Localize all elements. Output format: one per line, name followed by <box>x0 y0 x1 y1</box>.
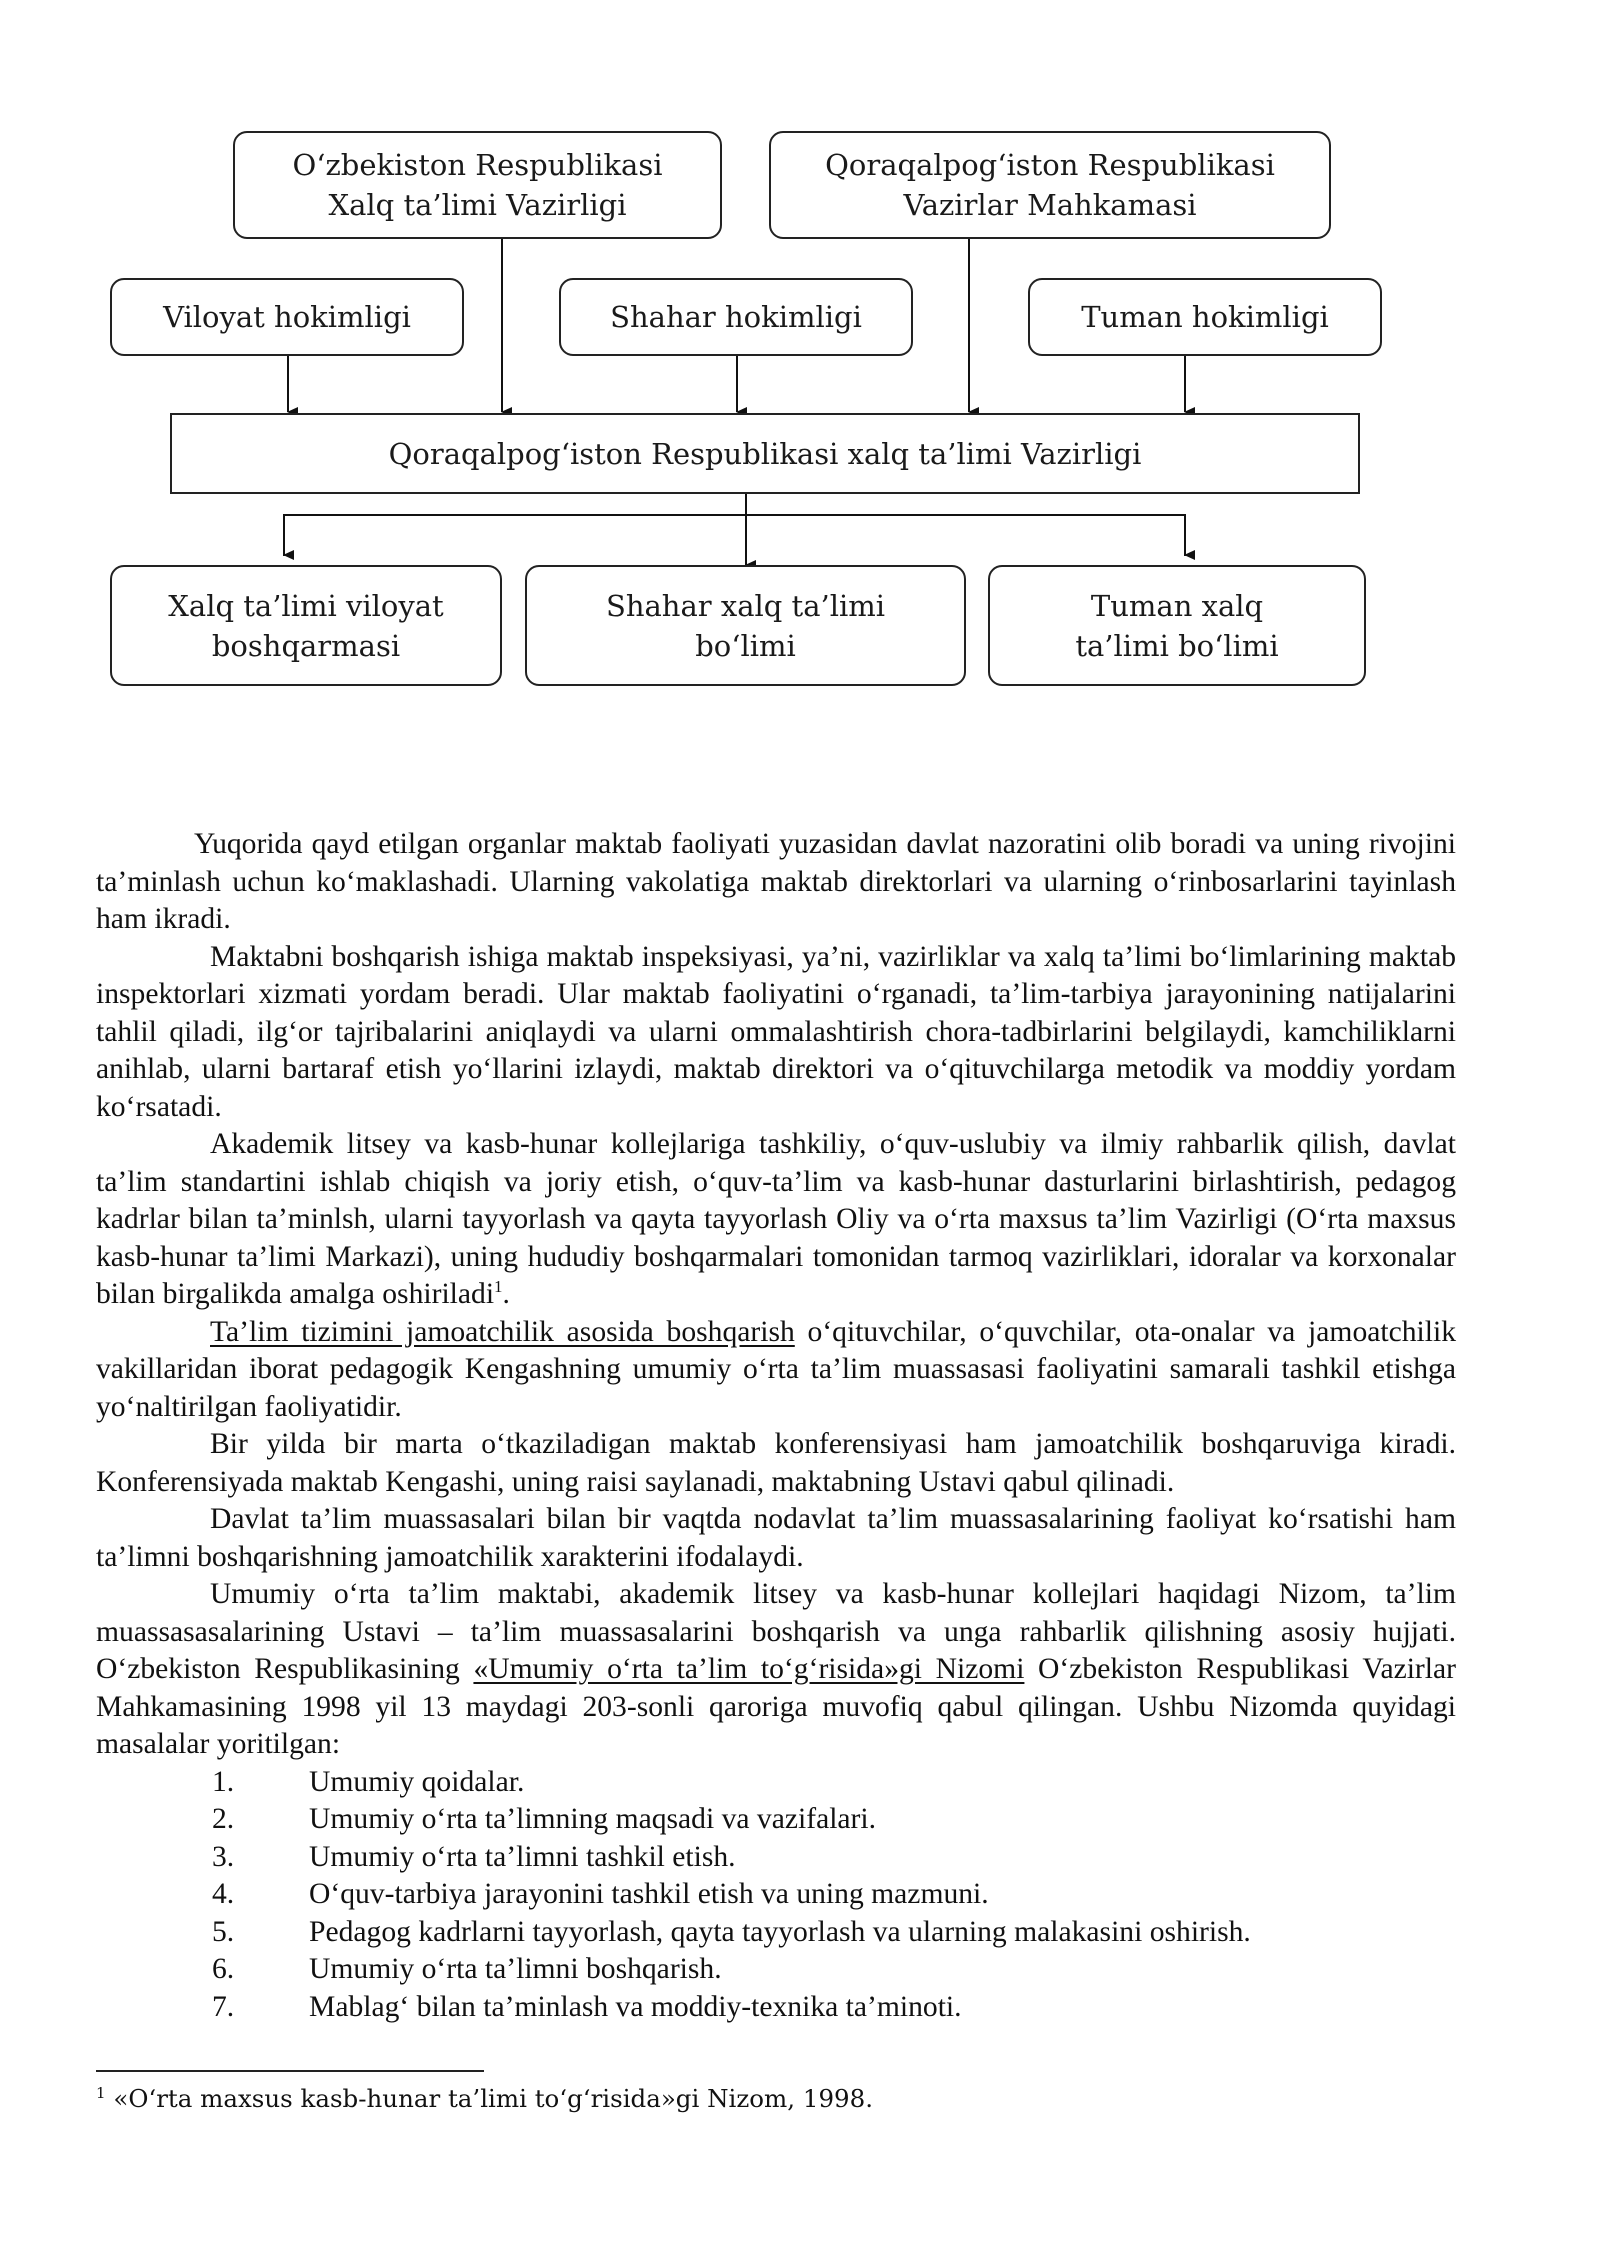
paragraph-7 <box>96 1576 1456 1764</box>
box-tuman-hokimligi: Tuman hokimligi <box>1028 278 1382 356</box>
paragraph-3 <box>96 1126 1456 1314</box>
paragraph-2: Maktabni boshqarish ishiga maktab inspeksiyasi, ya’ni, vazirliklar va xalq ta’limi bo‘limlarining maktab inspektorlari xizmati yordam beradi. Ular maktab faoliyatini o‘rganadi, ta’lim-tarbiya jarayonining natijalarini tahlil qiladi, ilg‘or tajribalarini aniqlaydi va ularni ommalashtirish chora-tadbirlarini belgilaydi, kamchiliklarni anihlab, ularni bartaraf etish yo‘llarini izlaydi, maktab direktori va o‘qituvchilarga metodik va moddiy yordam ko‘rsatadi. <box>96 940 1456 1123</box>
paragraph-7-end: O‘zbekiston Respublikasi Vazirlar Mahkamasining 1998 yil 13 maydagi 203-sonli qaroriga muvofiq qabul qilingan. Ushbu Nizomda quyidagi masalalar yoritilgan: <box>96 1653 1456 1760</box>
box-shahar-bolimi: Shahar xalq ta’limi bo‘limi <box>525 565 966 686</box>
list-item <box>96 1989 1456 2027</box>
footnote-mark: 1 <box>96 2083 106 2102</box>
list-item-text: Umumiy o‘rta ta’limni boshqarish. <box>309 1953 722 1985</box>
box-tuman-bolimi: Tuman xalq ta’limi bo‘limi <box>988 565 1366 686</box>
paragraph-1: Yuqorida qayd etilgan organlar maktab faoliyati yuzasidan davlat nazoratini olib boradi va uning rivojini ta’minlash uchun ko‘maklashadi. Ularning vakolatiga maktab direktorlari va ularning o‘rinbosarlarini tayinlash ham ikradi. <box>96 828 1456 935</box>
list-item-text: Umumiy o‘rta ta’limni tashkil etish. <box>309 1840 736 1873</box>
underlined-nizom-title: «Umumiy o‘rta ta’lim to‘g‘risida»gi Nizomi <box>473 1653 1025 1685</box>
body-text <box>96 826 1456 2026</box>
footnote-text: «O‘rta maxsus kasb-hunar ta’limi to‘g‘risida»gi Nizom, 1998. <box>105 2084 873 2113</box>
list-item-text: Mablag‘ bilan ta’minlash va moddiy-texnika ta’minoti. <box>309 1990 962 2023</box>
list-item-number: 2. <box>212 1803 235 1835</box>
box-uzbekistan-ministry: O‘zbekiston Respublikasi Xalq ta’limi Vazirligi <box>233 131 722 239</box>
underlined-term: Ta’lim tizimini jamoatchilik asosida boshqarish <box>210 1315 795 1348</box>
list-item <box>96 1876 1456 1914</box>
paragraph-4 <box>96 1314 1456 1427</box>
paragraph-3-end: . <box>502 1278 510 1310</box>
list-item-text: Pedagog kadrlarni tayyorlash, qayta tayyorlash va ularning malakasini oshirish. <box>309 1915 1251 1948</box>
list-item <box>96 1801 1456 1839</box>
paragraph-6: Davlat ta’lim muassasalari bilan bir vaqtda nodavlat ta’lim muassasalarining faoliyat ko‘rsatishi ham ta’limni boshqarishning jamoatchilik xarakterini ifodalaydi. <box>96 1503 1456 1573</box>
footnote-reference: 1 <box>494 1277 503 1297</box>
list-item-number: 6. <box>212 1953 235 1985</box>
list-item-text: O‘quv-tarbiya jarayonini tashkil etish va uning mazmuni. <box>309 1878 989 1910</box>
nizom-topics-list <box>96 1764 1456 2027</box>
footnote <box>96 2082 1396 2116</box>
list-item-number: 3. <box>212 1840 235 1873</box>
paragraph-3-text: Akademik litsey va kasb-hunar kollejlariga tashkiliy, o‘quv-uslubiy va ilmiy rahbarlik qilish, davlat ta’lim standartini ishlab chiqish va joriy etish, o‘quv-ta’lim va kasb-hunar dasturlarini birlashtirish, pedagog kadrlar bilan ta’minlsh, ularni tayyorlash va qayta tayyorlash Oliy va o‘rta maxsus ta’lim Vazirligi (O‘rta maxsus kasb-hunar ta’limi Markazi), uning hududiy boshqarmalari tomonidan tarmoq vazirliklari, idoralar va korxonalar bilan birgalikda amalga oshiriladi <box>96 1128 1456 1310</box>
connector-branch <box>284 515 1185 556</box>
paragraph-5: Bir yilda bir marta o‘tkaziladigan maktab konferensiyasi ham jamoatchilik boshqaruviga kiradi. Konferensiyada maktab Kengashi, uning raisi saylanadi, maktabning Ustavi qabul qilinadi. <box>96 1428 1456 1498</box>
list-item <box>96 1914 1456 1952</box>
box-shahar-hokimligi: Shahar hokimligi <box>559 278 913 356</box>
box-karakalpakstan-council: Qoraqalpog‘iston Respublikasi Vazirlar Mahkamasi <box>769 131 1331 239</box>
list-item-number: 7. <box>212 1990 235 2023</box>
list-item <box>96 1764 1456 1802</box>
list-item <box>96 1951 1456 1989</box>
box-viloyat-boshqarmasi: Xalq ta’limi viloyat boshqarmasi <box>110 565 502 686</box>
list-item-number: 1. <box>212 1765 235 1798</box>
paragraph-4-text: o‘qituvchilar, o‘quvchilar, ota-onalar va jamoatchilik vakillaridan iborat pedagogik Kengashning umumiy o‘rta ta’lim muassasasi faoliyatini samarali tashkil etishga yo‘naltirilgan faoliyatidir. <box>96 1315 1456 1423</box>
list-item-number: 4. <box>212 1878 235 1910</box>
list-item-number: 5. <box>212 1915 235 1948</box>
list-item-text: Umumiy o‘rta ta’limning maqsadi va vazifalari. <box>309 1803 877 1835</box>
box-viloyat-hokimligi: Viloyat hokimligi <box>110 278 464 356</box>
box-karakalpakstan-ministry: Qoraqalpog‘iston Respublikasi xalq ta’limi Vazirligi <box>170 413 1360 494</box>
list-item <box>96 1839 1456 1877</box>
list-item-text: Umumiy qoidalar. <box>309 1765 525 1798</box>
paragraph-7-start: Umumiy o‘rta ta’lim maktabi, akademik litsey va kasb-hunar kollejlari haqidagi Nizom, ta’lim muassasasalarining Ustavi – ta’lim muassasalarini boshqarish va unga rahbarlik qilishning asosiy hujjati. O‘zbekiston Respublikasining <box>96 1578 1456 1685</box>
footnote-separator <box>96 2070 484 2072</box>
